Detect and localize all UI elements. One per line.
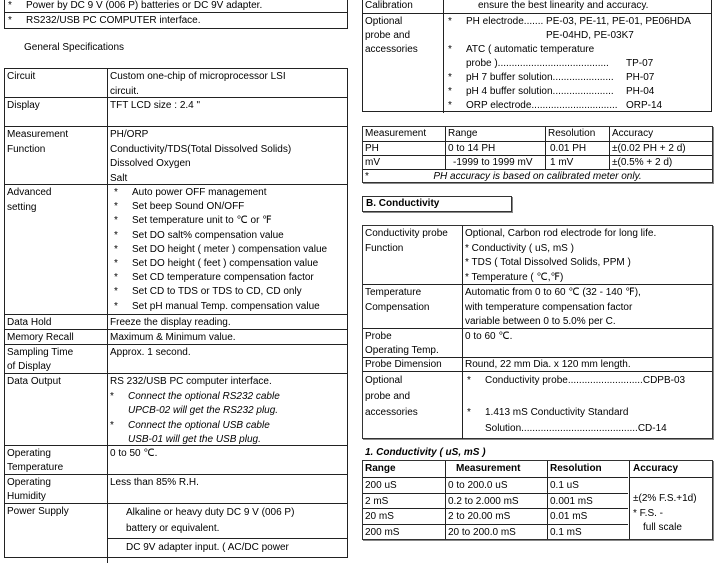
accessory-item <box>448 15 709 29</box>
label-line: Optional <box>365 375 403 386</box>
spec-label <box>5 185 107 314</box>
spec-row-optional <box>363 371 712 439</box>
section-title-conductivity <box>362 196 512 212</box>
note-line <box>110 419 345 434</box>
spec-value: Maximum & Minimum value. <box>107 330 347 344</box>
value-line: Automatic from 0 to 60 ℃ (32 - 140 ℉), <box>465 287 641 298</box>
bullet-star-icon: * <box>448 44 452 55</box>
label-line: Function <box>365 242 404 254</box>
spec-value: Freeze the display reading. <box>107 315 347 329</box>
table-cell: 0 to 14 PH <box>445 142 545 155</box>
accessory-text: ORP electrode............................... <box>466 100 618 111</box>
value-line: Conductivity/TDS(Total Dissolved Solids) <box>110 143 292 155</box>
value-line: Dissolved Oxygen <box>110 158 191 169</box>
bullet-star-icon: * <box>114 272 118 284</box>
setting-item <box>114 186 345 200</box>
conductivity-specs-table <box>362 225 713 439</box>
feature-text: Power by DC 9 V (006 P) batteries or DC 9V adapter. <box>26 0 263 11</box>
accessory-item <box>467 405 710 421</box>
spec-value <box>462 226 712 284</box>
spec-row-data-hold <box>5 314 347 329</box>
column-header: Range <box>365 463 396 474</box>
table-cell: -1999 to 1999 mV <box>445 156 545 169</box>
spec-label: Power Supply <box>7 506 69 517</box>
accuracy-line: full scale <box>643 522 682 533</box>
accessory-code: PH-07 <box>626 72 655 83</box>
accessory-item <box>448 57 709 71</box>
spec-label <box>363 285 462 328</box>
note-line: UPCB-02 will get the RS232 plug. <box>128 405 279 416</box>
accessory-text: pH 7 buffer solution...................... <box>466 72 614 83</box>
note-text: Connect the optional USB cable <box>128 419 270 431</box>
bullet-star-icon: * <box>8 0 12 11</box>
section-title-text: B. Conductivity <box>366 198 440 209</box>
bullet-star-icon: * <box>114 215 118 227</box>
label-line: Function <box>7 143 46 155</box>
spec-row-optional <box>363 13 711 113</box>
spec-row-calibration <box>363 0 711 13</box>
spec-row-sampling-time <box>5 344 347 373</box>
ph-optional-table <box>362 0 712 112</box>
accessory-item <box>448 99 709 113</box>
table-cell: ±(0.02 PH + 2 d) <box>609 142 712 155</box>
spec-value <box>107 127 347 184</box>
table-cell: 0.01 PH <box>545 142 609 155</box>
feature-row <box>5 12 347 28</box>
label-line: Probe <box>365 331 392 342</box>
setting-text: Set pH manual Temp. compensation value <box>132 300 320 312</box>
accessory-item <box>467 421 710 437</box>
note-line <box>110 390 345 405</box>
accessory-code: CDPB-03 <box>642 375 686 386</box>
spec-value: Approx. 1 second. <box>107 345 347 373</box>
table-cell: 0.1 uS <box>547 478 629 493</box>
spec-row-data-output <box>5 373 347 445</box>
accessory-item <box>467 373 710 389</box>
table-cell: PH <box>365 143 379 154</box>
table-cell: 200 mS <box>365 526 400 538</box>
label-line: probe and <box>365 391 411 402</box>
spec-row-measurement-function <box>5 126 347 184</box>
value-line: Salt <box>110 172 128 184</box>
setting-item <box>114 214 345 228</box>
label-line: Optional <box>365 16 403 27</box>
table-cell: 0.001 mS <box>547 494 629 509</box>
accuracy-line: ±(2% F.S.+1d) <box>633 493 697 504</box>
setting-text: Set CD to TDS or TDS to CD, CD only <box>132 286 302 298</box>
value-line: * TDS ( Total Dissolved Solids, PPM ) <box>465 257 631 268</box>
label-line: of Display <box>7 360 51 372</box>
accessory-code: TP-07 <box>626 58 654 69</box>
bullet-star-icon: * <box>110 419 114 431</box>
bullet-star-icon: * <box>467 375 471 386</box>
bullet-star-icon: * <box>114 201 118 213</box>
value-line: variable between 0 to 5.0% per C. <box>465 316 616 327</box>
spec-value: 0 to 60 ℃. <box>462 329 712 357</box>
accessory-item <box>448 85 709 99</box>
features-table <box>4 0 348 29</box>
spec-value <box>462 372 712 439</box>
label-line: Operating <box>7 448 51 459</box>
table-cell: mV <box>365 157 380 168</box>
table-cell: 0.2 to 2.000 mS <box>445 494 547 509</box>
conductivity-range-table <box>362 460 713 540</box>
table-row <box>363 508 628 524</box>
label-line: setting <box>7 201 37 213</box>
label-line: Sampling Time <box>7 347 74 358</box>
accessory-text: 1.413 mS Conductivity Standard <box>485 407 629 418</box>
bullet-star-icon: * <box>114 258 118 270</box>
table-cell: 0 to 200.0 uS <box>445 478 547 493</box>
value-line: circuit. <box>110 85 139 97</box>
spec-value <box>107 69 347 97</box>
table-cell: 0.01 mS <box>547 509 629 524</box>
setting-text: Auto power OFF management <box>132 187 267 198</box>
bullet-star-icon: * <box>114 300 118 312</box>
spec-label: Probe Dimension <box>365 359 442 370</box>
spec-label: Data Hold <box>7 317 52 328</box>
label-line: accessories <box>365 407 418 418</box>
spec-label <box>363 226 462 284</box>
setting-item <box>114 243 345 257</box>
spec-label <box>5 127 107 184</box>
spec-label <box>363 329 462 357</box>
accessory-code: ORP-14 <box>626 100 663 111</box>
spec-label: Memory Recall <box>7 332 74 343</box>
table-cell: 2 to 20.00 mS <box>445 509 547 524</box>
accessory-code: PH-04 <box>626 86 655 97</box>
bullet-star-icon: * <box>114 229 118 241</box>
spec-label <box>5 475 107 503</box>
note-text: Connect the optional RS232 cable <box>128 390 280 402</box>
spec-label: Data Output <box>7 376 61 387</box>
label-line: Compensation <box>365 301 430 313</box>
value-line: battery or equivalent. <box>126 523 220 534</box>
spec-value: 0 to 50 ℃. <box>107 446 347 474</box>
setting-item <box>114 285 345 299</box>
table-note: PH accuracy is based on calibrated meter only. <box>433 171 642 182</box>
feature-text: RS232/USB PC COMPUTER interface. <box>26 15 201 26</box>
accessory-text: PH electrode....... PE-03, PE-11, PE-01, PE06HDA <box>466 16 691 27</box>
spec-value: Round, 22 mm Dia. x 120 mm length. <box>462 358 712 371</box>
value-line: Custom one-chip of microprocessor LSI <box>110 71 286 82</box>
table-cell: 0.1 mS <box>547 525 629 540</box>
spec-row-power-supply <box>5 503 347 563</box>
spec-value: ensure the best linearity and accuracy. <box>443 0 711 13</box>
column-header: Accuracy <box>629 461 712 477</box>
spec-label: Calibration <box>365 0 413 11</box>
spec-row-temperature-compensation <box>363 284 712 328</box>
spec-label <box>363 14 443 113</box>
value-line: with temperature compensation factor <box>465 301 633 313</box>
setting-text: Set DO height ( feet ) compensation value <box>132 258 319 270</box>
table-cell: 1 mV <box>545 156 609 169</box>
spec-row-display <box>5 97 347 126</box>
bullet-star-icon: * <box>448 72 452 83</box>
general-specs-table <box>4 68 348 558</box>
label-line: Temperature <box>365 287 422 298</box>
accessory-text: Conductivity probe........................... <box>485 375 643 386</box>
accessory-text: PE-04HD, PE-03K7 <box>546 30 634 41</box>
label-line: Measurement <box>7 129 69 140</box>
setting-item <box>114 271 345 285</box>
setting-item <box>114 229 345 243</box>
spec-label: Circuit <box>7 71 36 82</box>
table-cell: 20 to 200.0 mS <box>445 525 547 540</box>
bullet-star-icon: * <box>114 243 118 255</box>
table-header-row <box>363 127 712 141</box>
ph-spec-table <box>362 126 713 183</box>
spec-value <box>107 504 347 563</box>
value-line: PH/ORP <box>110 129 149 140</box>
note-line: USB-01 will get the USB plug. <box>128 434 261 445</box>
table-note-row <box>363 169 712 183</box>
spec-row-circuit <box>5 69 347 97</box>
label-line: Temperature <box>7 461 64 473</box>
spec-value <box>462 285 712 328</box>
setting-text: Set DO salt% compensation value <box>132 229 284 241</box>
bullet-star-icon: * <box>448 16 452 27</box>
value-line: Optional, Carbon rod electrode for long life. <box>465 228 657 239</box>
accessory-item <box>448 71 709 85</box>
spec-label <box>5 345 107 373</box>
setting-text: Set CD temperature compensation factor <box>132 272 314 284</box>
accessory-text: ATC ( automatic temperature <box>466 44 595 55</box>
spec-row-memory-recall <box>5 329 347 344</box>
accessory-text: probe )........................................ <box>466 58 609 69</box>
accuracy-line: * F.S. - <box>633 507 664 519</box>
column-header: Accuracy <box>609 127 712 141</box>
spec-value <box>107 374 347 445</box>
column-header: Measurement <box>365 128 427 139</box>
table-cell: ±(0.5% + 2 d) <box>609 156 712 169</box>
bullet-star-icon: * <box>448 100 452 111</box>
value-line: * Temperature ( ℃,℉) <box>465 271 564 283</box>
accessory-item <box>448 43 709 57</box>
bullet-star-icon: * <box>467 407 471 418</box>
column-header: Resolution <box>547 461 629 477</box>
bullet-star-icon: * <box>114 187 118 198</box>
value-line: Alkaline or heavy duty DC 9 V (006 P) <box>126 507 295 518</box>
setting-text: Set DO height ( meter ) compensation value <box>132 243 328 255</box>
table-row <box>363 141 712 155</box>
spec-value <box>107 185 347 314</box>
bullet-star-icon: * <box>448 86 452 97</box>
table-row <box>363 155 712 169</box>
subsection-title: 1. Conductivity ( uS, mS ) <box>365 447 486 458</box>
setting-item <box>114 300 345 314</box>
label-line: accessories <box>365 44 418 55</box>
label-line: Advanced <box>7 187 52 198</box>
spec-row-probe-dimension <box>363 357 712 371</box>
table-cell: 20 mS <box>365 511 394 522</box>
spec-row-probe-function <box>363 226 712 284</box>
value-line: RS 232/USB PC computer interface. <box>110 376 272 387</box>
spec-label: Display <box>7 100 40 111</box>
label-line: probe and <box>365 30 411 41</box>
accessory-code: CD-14 <box>637 423 667 434</box>
label-line: Humidity <box>7 490 46 502</box>
spec-label <box>5 446 107 474</box>
bullet-star-icon: * <box>110 390 114 402</box>
column-header: Range <box>445 127 545 141</box>
spec-row-probe-operating-temp <box>363 328 712 357</box>
table-cell: 200 uS <box>365 480 397 491</box>
label-line: Operating <box>7 477 51 488</box>
table-header-row <box>363 461 712 477</box>
label-line: Conductivity probe <box>365 228 448 239</box>
spec-row-advanced-setting <box>5 184 347 314</box>
setting-text: Set temperature unit to ℃ or ℉ <box>132 215 272 227</box>
setting-item <box>114 200 345 214</box>
label-line: Operating Temp. <box>365 344 439 356</box>
bullet-star-icon: * <box>365 171 369 182</box>
value-line: * Conductivity ( uS, mS ) <box>465 242 574 254</box>
spec-value: Less than 85% R.H. <box>107 475 347 503</box>
bullet-star-icon: * <box>114 286 118 298</box>
section-title-general-specs: General Specifications <box>24 42 125 53</box>
spec-value: TFT LCD size : 2.4 " <box>107 98 347 126</box>
bullet-star-icon: * <box>8 15 12 26</box>
setting-item <box>114 257 345 271</box>
column-header: Measurement <box>445 461 547 477</box>
table-row <box>363 493 628 509</box>
spec-row-operating-humidity <box>5 474 347 503</box>
table-cell: 2 mS <box>365 495 389 507</box>
table-row <box>363 524 628 540</box>
accuracy-cell <box>629 477 712 539</box>
spec-row-operating-temperature <box>5 445 347 474</box>
accessory-text: pH 4 buffer solution...................... <box>466 86 614 97</box>
column-header: Resolution <box>545 127 609 141</box>
spec-value <box>443 14 711 113</box>
value-line: DC 9V adapter input. ( AC/DC power <box>108 538 347 556</box>
table-row <box>363 477 628 493</box>
spec-label <box>363 372 462 439</box>
accessory-text: Solution.......................................... <box>485 423 638 434</box>
setting-text: Set beep Sound ON/OFF <box>132 201 245 213</box>
